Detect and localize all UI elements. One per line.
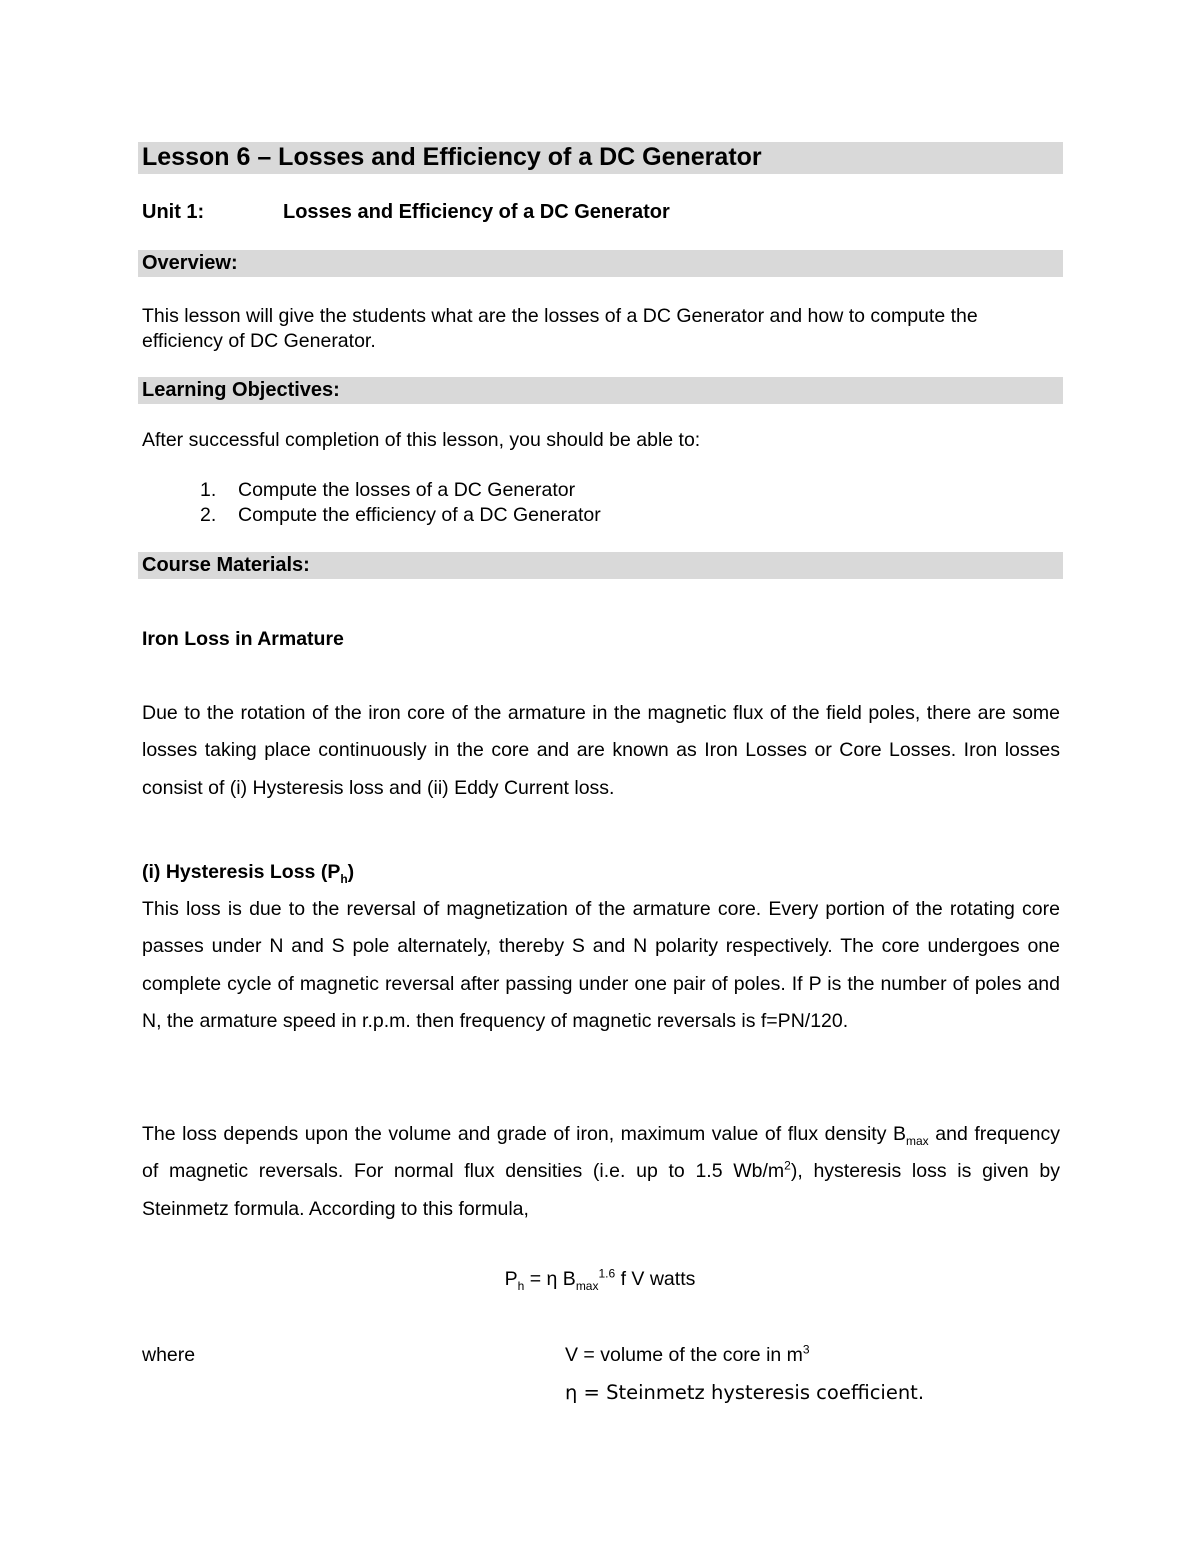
iron-loss-text: Due to the rotation of the iron core of the armature in the magnetic flux of the field poles, there are some losses taking place continuously in the core and are known as Iron Losses or Core Losses. Iron losses consist of (i) Hysteresis loss and (ii) Eddy Current loss. bbox=[142, 702, 1060, 799]
materials-heading: Course Materials: bbox=[142, 554, 310, 576]
materials-heading-bar bbox=[138, 552, 1063, 579]
objectives-list bbox=[200, 478, 601, 528]
list-item-number: 1. bbox=[200, 479, 217, 501]
list-item-text: Compute the efficiency of a DC Generator bbox=[238, 504, 601, 526]
where-volume-definition: V = volume of the core in $m^3$ bbox=[565, 1342, 810, 1366]
list-item-text: Compute the losses of a DC Generator bbox=[238, 479, 576, 501]
hysteresis-text: This loss is due to the reversal of magnetization of the armature core. Every portion of the rotating core passes under N and S pole alternately, thereby S and N polarity respectively. The core undergoes one complete cycle of magnetic reversal after passing under one pair of poles. If P is the number of poles and N, the armature speed in r.p.m. then frequency of magnetic reversals is f=PN/120. bbox=[142, 898, 1060, 1032]
list-item-number: 2. bbox=[200, 504, 217, 526]
overview-text: This lesson will give the students what are the losses of a DC Generator and how to compute the efficiency of DC Generator. bbox=[142, 305, 978, 352]
list-item bbox=[200, 478, 601, 503]
objectives-heading-bar bbox=[138, 377, 1063, 404]
overview-heading-bar bbox=[138, 250, 1063, 277]
hysteresis-heading: (i) Hysteresis Loss $(P_h)$ bbox=[142, 861, 355, 886]
overview-heading: Overview: bbox=[142, 252, 238, 274]
list-item bbox=[200, 503, 601, 528]
where-label: where bbox=[142, 1344, 196, 1366]
unit-title: Losses and Efficiency of a DC Generator bbox=[283, 201, 670, 223]
objectives-heading: Learning Objectives: bbox=[142, 379, 340, 401]
objectives-intro: After successful completion of this lesson, you should be able to: bbox=[142, 429, 701, 451]
iron-loss-heading: Iron Loss in Armature bbox=[142, 628, 344, 650]
steinmetz-formula: $P_h = \eta$ $B_{max}^{1.6}$ f V watts bbox=[504, 1266, 696, 1293]
where-eta-definition: η = Steinmetz hysteresis coefficient. bbox=[565, 1381, 925, 1404]
hysteresis-loss-text: The loss depends upon the volume and grade of iron, maximum value of flux density $B_{max}$ and frequency of magnetic reversals. For normal flux densities (i.e. up to 1.5 $Wb/m^2$), hysteresis loss is given by Steinmetz formula. According to this formula, bbox=[142, 1123, 1060, 1220]
lesson-title: Lesson 6 – Losses and Efficiency of a DC Generator bbox=[142, 143, 762, 171]
unit-label: Unit 1: bbox=[142, 201, 205, 223]
lesson-title-bar bbox=[138, 142, 1063, 174]
